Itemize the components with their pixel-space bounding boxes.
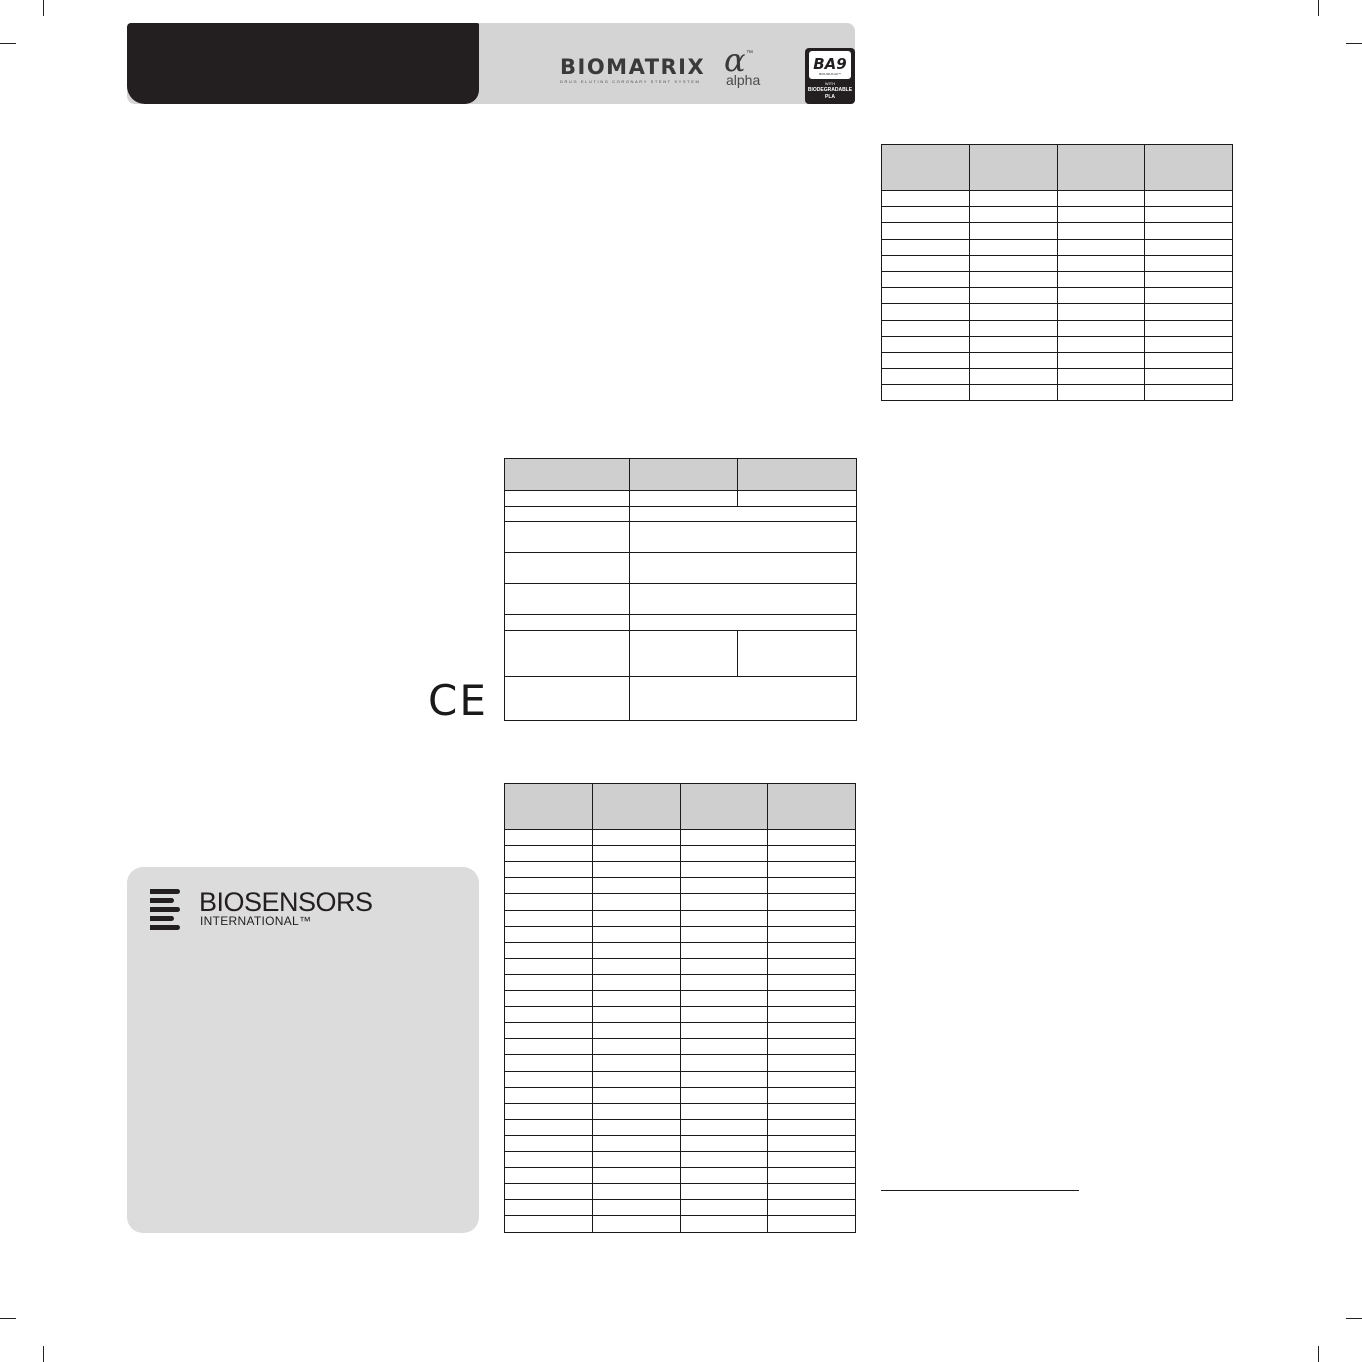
table-row-divider	[505, 1183, 855, 1184]
brand-name: BIOMATRIX	[560, 55, 706, 79]
table-row-divider	[505, 974, 855, 975]
table-row-divider	[505, 926, 855, 927]
table-row-divider	[505, 1199, 855, 1200]
table-row-divider	[505, 990, 855, 991]
badge-line1-text: BIODEGRADABLE	[807, 87, 853, 93]
badge-line2-text: PLA	[825, 94, 835, 100]
size-matrix-table-bottom	[504, 783, 856, 1233]
badge-with-text: WITH	[824, 81, 836, 86]
table-row-divider	[505, 1103, 855, 1104]
size-matrix-table-top	[881, 144, 1233, 401]
crop-mark-bottom-left	[43, 1346, 44, 1362]
table-row-divider	[882, 336, 1232, 337]
table-row-divider	[505, 1071, 855, 1072]
table-row-divider	[505, 877, 855, 878]
table-row-divider	[505, 910, 855, 911]
table-row-divider	[882, 271, 1232, 272]
brand-sub: alpha	[726, 72, 761, 88]
table-row-divider	[882, 222, 1232, 223]
header-dark-panel	[127, 23, 479, 104]
table-row-divider	[505, 1135, 855, 1136]
brand-alpha-symbol: α	[724, 41, 746, 79]
table-row-divider	[505, 1038, 855, 1039]
crop-mark-top-right-h	[1346, 43, 1362, 44]
table-row-divider	[882, 206, 1232, 207]
table-row-divider	[882, 384, 1232, 385]
brand-tagline: DRUG ELUTING CORONARY STENT SYSTEM	[560, 79, 701, 84]
table-row-divider	[505, 1087, 855, 1088]
crop-mark-top-left-h	[0, 43, 16, 44]
biomatrix-logo	[560, 41, 761, 95]
crop-mark-bottom-left-h	[0, 1318, 16, 1319]
badge-inner	[809, 51, 851, 79]
table-header-row	[505, 459, 856, 491]
table-row-divider	[505, 893, 855, 894]
crop-mark-top-right	[1318, 0, 1319, 16]
ba9-badge	[805, 48, 855, 104]
table-row-divider	[882, 239, 1232, 240]
crop-mark-top-left	[43, 0, 44, 16]
biosensors-logo-icon	[150, 889, 192, 933]
crop-mark-bottom-right	[1318, 1346, 1319, 1362]
table-row-divider	[505, 958, 855, 959]
footnote-rule	[881, 1190, 1079, 1191]
company-name: BIOSENSORS	[199, 887, 373, 917]
badge-small-text: BIOLIMUS A9™	[819, 72, 841, 76]
specification-table	[504, 458, 857, 721]
brand-trademark: ™	[746, 50, 753, 57]
table-row-divider	[505, 1215, 855, 1216]
table-row-divider	[882, 352, 1232, 353]
table-row-divider	[505, 845, 855, 846]
table-row-divider	[882, 303, 1232, 304]
table-row-divider	[882, 320, 1232, 321]
table-row-divider	[505, 1151, 855, 1152]
company-info-panel	[127, 867, 479, 1233]
table-row-divider	[882, 255, 1232, 256]
crop-mark-bottom-right-h	[1346, 1318, 1362, 1319]
ce-mark: CE	[428, 676, 488, 725]
table-row-divider	[882, 287, 1232, 288]
table-row-divider	[505, 1006, 855, 1007]
badge-main-text: BA9	[813, 55, 847, 73]
table-row-divider	[505, 861, 855, 862]
table-row-divider	[882, 368, 1232, 369]
table-row-divider	[505, 1054, 855, 1055]
table-row-divider	[505, 1167, 855, 1168]
table-row-divider	[505, 1119, 855, 1120]
company-subtitle: INTERNATIONAL™	[200, 914, 312, 928]
table-row-divider	[505, 1022, 855, 1023]
table-row-divider	[505, 942, 855, 943]
